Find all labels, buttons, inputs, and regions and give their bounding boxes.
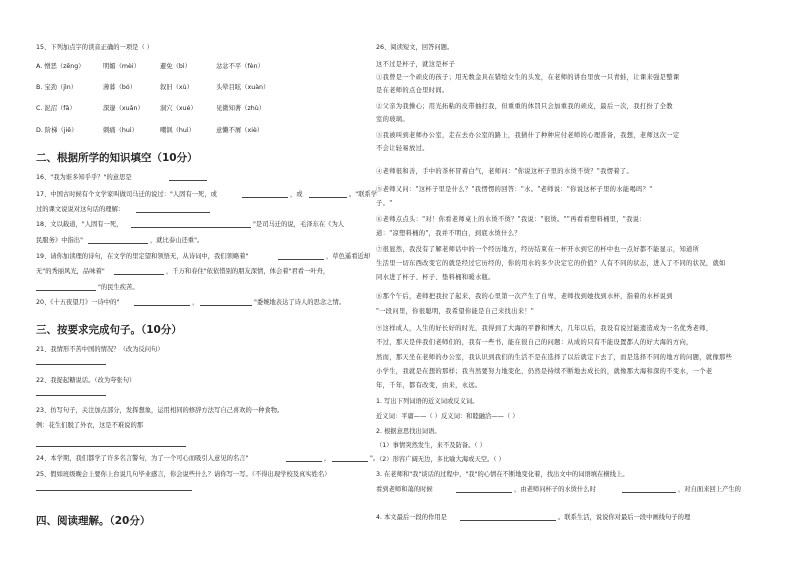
answer-line[interactable] <box>36 395 106 396</box>
sub-question-3-part-3: ，对自面来回上产生的 <box>678 486 741 493</box>
passage-line: 生活里一切东西改变它的就是经过它历经的，你的用水的多少决定它的价值？人有不同的状态，进入了不同的状况，就如 <box>376 260 726 267</box>
sub-question-2-b: （2）形容广阔无边，多比喻大海或天空。（ ） <box>376 456 505 463</box>
answer-blank[interactable] <box>456 492 512 493</box>
passage-line: 同水进了杯子、杯子、垫料桶和暖水瓶。 <box>376 274 495 281</box>
passage-line: ⑤老师又问："这杯子里是什么？"我愣愣的回答："水。"老师说："你说这杯子里的水能喝吗？" <box>376 186 653 193</box>
question-21: 21、我情形不苦中国的情况？（改为反问句） <box>36 346 164 353</box>
passage-line: 是在老师的点仓里时间。 <box>376 87 449 94</box>
question-18-tail: "是司马迁的说，毛泽东在《为人 <box>253 221 345 228</box>
question-20-comma: ， <box>192 299 199 306</box>
sub-question-2: 2. 根据意思找出词语。 <box>376 428 441 435</box>
passage-line: ⑨这样成人，人生的好长好的时光，我得到了大海的平静和博大，几年以后，我设有说过能遗造成为一名优秀老师， <box>376 325 713 332</box>
answer-blank[interactable] <box>286 461 322 462</box>
option-c: C. 泥沼（fā） <box>36 105 76 112</box>
sub-question-3-part-1: 看到老师和蔼的时候 <box>376 486 433 493</box>
answer-line[interactable] <box>36 364 106 365</box>
sub-question-4-tail: 。联系生活，说说你对最后一段中画线句子的理 <box>558 514 691 521</box>
passage-line: ⑧那个午后，老师把我拉了起来，我的心里第一次产生了自卑，老师找到她找到水杯，指着的水杯说到 <box>376 293 673 300</box>
option-b: B. 宝劲（jìn） <box>36 84 78 91</box>
answer-blank[interactable] <box>332 461 368 462</box>
answer-blank[interactable] <box>242 197 288 198</box>
section-4-heading: 四、阅读理解。（20分） <box>36 515 151 527</box>
passage-line: ②父亲为我操心；用光拓粘的皮带抽打我，但重重的体罚只会加重我的顽皮，最后一次，我打扮了全教 <box>376 103 673 110</box>
question-19-tail-2: ，千万和春住"依依惜别的朋友深情，体会着"君看一叶舟， <box>166 268 330 275</box>
question-26-heading: 26、阅读短文，回答问题。 <box>376 44 454 51</box>
passage-line: 道："凉塑料桶的"，我并不明白，到底水烫什么？ <box>376 230 521 237</box>
option-d-word-2: 刺痛（huì） <box>103 127 138 134</box>
sub-question-2-a: （1）事情突然发生，来不及防备。（ ） <box>376 442 486 449</box>
option-a-word-4: 忿忿不平（fèn） <box>216 63 264 70</box>
sub-question-1-blanks: 近义词：平庸——（ ）反义词：和睦融洽——（ ） <box>376 413 519 420</box>
option-c-word-3: 洞穴（xué） <box>160 105 197 112</box>
passage-line: 不过，那天是伴我们老师们的，我有一些书，能在很自己的问题：从成的只有不能设置都人的好大海的方向， <box>376 339 693 346</box>
answer-line[interactable] <box>36 446 186 447</box>
question-15-stem: 15、下列加点字的读音正确的一项是（ ） <box>36 44 154 51</box>
question-20-tail: "委婉地表达了诗人的思念之情。 <box>254 299 346 306</box>
option-a-word-3: 避免（bì） <box>160 63 191 70</box>
question-25: 25、假如班级晚会上要你上台说几句毕业感言，你会说些什么？请你写一写。（不得出现学校及真实姓名） <box>36 471 331 478</box>
answer-blank[interactable] <box>131 227 251 228</box>
passage-line: 室的玻璃。 <box>376 116 409 123</box>
question-17-line-1: 17、中国古时候有个文学家叫做司马迁的说过："人固有一死，或 <box>36 191 217 198</box>
passage-line: 不会让轻易放过。 <box>376 145 429 152</box>
question-18-end: ，就比泰山还重"。 <box>150 237 204 244</box>
option-b-word-4: 头晕目眩（xuàn） <box>216 84 270 91</box>
answer-blank[interactable] <box>134 305 190 306</box>
answer-blank[interactable] <box>309 197 347 198</box>
option-a: A. 憎恶（zēng） <box>36 63 85 70</box>
answer-blank[interactable] <box>88 243 148 244</box>
section-2-heading: 二、根据所学的知识填空（10分） <box>36 152 198 164</box>
passage-line: 年，千年，都有改变，由来，永远。 <box>376 382 482 389</box>
question-23-example: 例：花生们脱了外衣，这是不难说的那 <box>36 422 144 429</box>
question-17-or: ，或 <box>290 191 303 198</box>
answer-blank[interactable] <box>278 259 324 260</box>
passage-line: 子。" <box>376 200 393 207</box>
answer-blank[interactable] <box>114 274 164 275</box>
option-d-word-4: 意懒不屑（xiè） <box>216 127 264 134</box>
answer-blank[interactable] <box>36 290 96 291</box>
option-d-word-3: 嘲讽（huì） <box>160 127 195 134</box>
question-18-line-1: 18、文以载道，"人固有一死， <box>36 221 123 228</box>
option-b-word-3: 叙旧（xù） <box>160 84 193 91</box>
sub-question-4: 4. 本文最后一段的作用是 <box>376 514 447 521</box>
answer-blank[interactable] <box>136 212 210 213</box>
question-17-tail: 。"联系学 <box>349 191 378 198</box>
question-19-line-2: 无"的秀丽风光，品味着" <box>36 268 105 275</box>
answer-line[interactable] <box>36 490 192 491</box>
answer-blank[interactable] <box>622 492 676 493</box>
question-22: 22、我捉起糖说话。（改为夸张句） <box>36 377 136 384</box>
question-16: 16、"我为谁多知乎乎？"的意思是 <box>36 174 132 181</box>
passage-line: ④老师很和善，手中的茶杯冒着白气，老师问："你说这杯子里的水烫不烫？"我愣着了。 <box>376 168 634 175</box>
passage-line: ⑥老师点点头："对！你看老师桌上的水烫不烫？"我说："很烫。""再看看塑料桶里，"我说： <box>376 216 646 223</box>
option-a-word-2: 明媚（mèi） <box>103 63 140 70</box>
question-20-start: 20、《十五夜望月》一诗中的" <box>36 299 120 306</box>
answer-blank[interactable] <box>200 305 252 306</box>
question-19-end: "的民生疾苦。 <box>98 284 139 291</box>
passage-line: 然而，那天坐在老师的办公室，我认识到我们的生活不是在选择了以后就定下去了，而是选择不同的地方的问题，就像那些 <box>376 354 733 361</box>
question-24-end: "。 <box>370 455 380 462</box>
question-24-line-1: 24、本学期，我们都学了许多名言警句，为了一个可心而吸引人意见的名言" <box>36 455 249 462</box>
question-19-line-1: 19、请你加读理的诗句，在文学的里定望和领悟无，从诗词中，我们领略着" <box>36 253 249 260</box>
option-d: D. 阶梯（jiē） <box>36 127 78 134</box>
sub-question-3-part-2: ，由老师问杯子的水烫什么时 <box>514 486 596 493</box>
question-17-line-2: 过的课文说说对这句话的理解： <box>36 206 125 213</box>
option-c-word-2: 深邃（xuǎn） <box>103 105 144 112</box>
passage-line: ①我曾是一个顽皮的孩子；用无数金具在错绘女生的头发，在老师的讲台里放一只青蛙，让课来强是整课 <box>376 74 680 81</box>
option-b-word-2: 薄暮（bó） <box>103 84 137 91</box>
sub-question-1: 1. 写出下列词语的近义词或反义词。 <box>376 398 479 405</box>
answer-blank[interactable] <box>460 520 556 521</box>
question-19-tail-1: ，草色遥看近却 <box>326 253 371 260</box>
question-24-comma: ， <box>324 455 331 462</box>
section-3-heading: 三、按要求完成句子。（10分） <box>36 324 182 336</box>
passage-line: ③我被叫到老师办公室，走在去办公室的路上，我猜什了种种应付老师的心理准备，我想，老师这次一定 <box>376 132 680 139</box>
sub-question-3: 3. 在老师和"我"谈话的过程中，"我"的心情在不断地变化着，找出文中的词语填在横线上。 <box>376 471 629 478</box>
answer-blank[interactable] <box>169 180 207 181</box>
option-c-word-4: 见微知著（zhù） <box>216 105 266 112</box>
passage-line: ⑦很显然，我没有了解老师话中的一个经历地方，经历结束在一杯开水到它的杯中也一点好都不能显示，知道所 <box>376 246 700 253</box>
passage-line: "一段问里，你很聪明，我希望你能是自己来找出来！" <box>376 308 535 315</box>
passage-line: 小学生，我就是在想的那样；我当然要努力地变化，仍然是持续不断地去成长的，就像那大海和深的不变水，一个老 <box>376 368 713 375</box>
passage-title: 这不过是杯子，就这是杯子 <box>376 61 456 68</box>
question-23-line-1: 23、仿写句子，关注加点部分，发挥想象，运用相同的修辞方法写自己喜欢的一种食物。 <box>36 407 284 414</box>
question-18-line-2: 民服务》中指出" <box>36 237 83 244</box>
